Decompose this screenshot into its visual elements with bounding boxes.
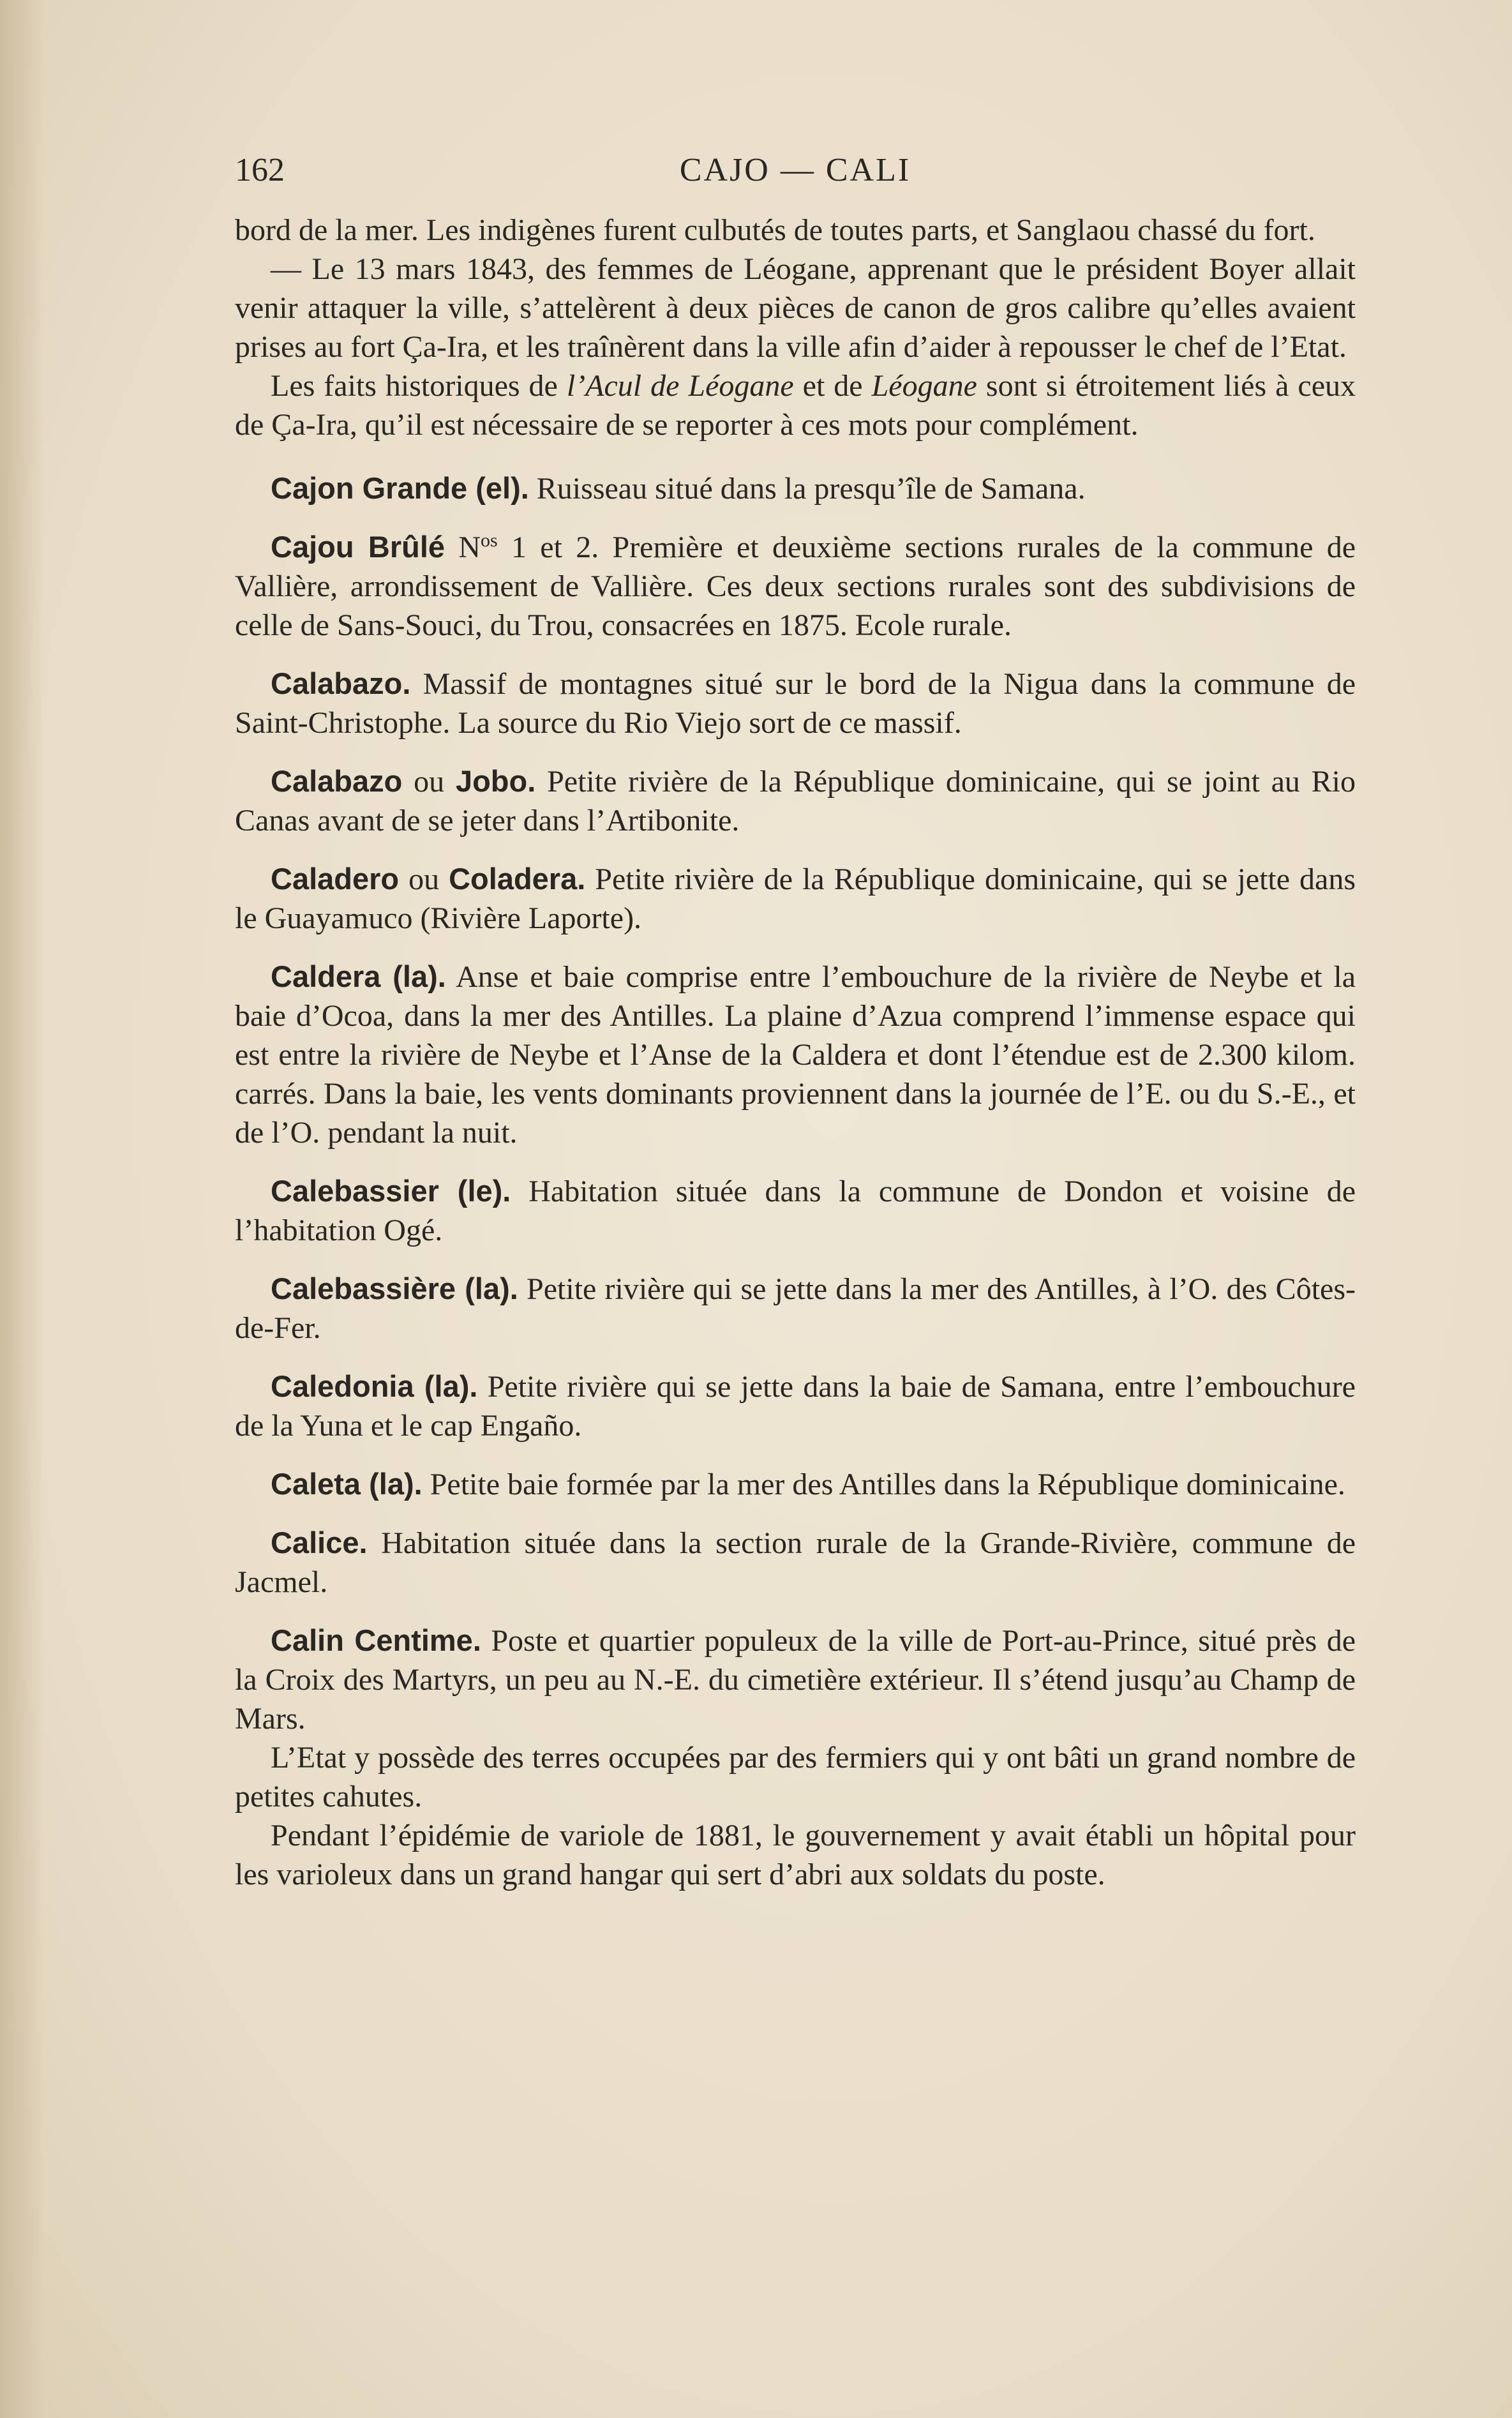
entry-calebassiere [235, 1269, 1356, 1348]
entry-calabazo-jobo: Calabazo ou Jobo. Petite rivière de la République dominicaine, qui se joint au Rio Canas avant de se jeter dans l’Artibonite. [235, 764, 1356, 837]
entry-cajon-grande [235, 469, 1356, 508]
entry-headword-alt: Coladera. [449, 862, 586, 896]
body-text [235, 211, 1356, 1894]
entry-text: Ruisseau situé dans la presqu’île de Samana. [536, 472, 1086, 506]
entry-caleta [235, 1464, 1356, 1504]
entry-calebassier [235, 1171, 1356, 1250]
intro-paragraph-3: Les faits historiques de l’Acul de Léogane et de Léogane sont si étroitement liés à ceux de Ça-Ira, qu’il est nécessaire de se reporter à ces mots pour complément. [235, 369, 1356, 442]
entry-text: Petite rivière de la République dominicaine, qui se jette dans le Guayamuco (Rivière Laporte). [235, 862, 1356, 935]
page-number: 162 [235, 152, 285, 188]
entry-headword: Caleta (la). [271, 1467, 423, 1501]
entry-text: Petite rivière qui se jette dans la mer des Antilles, à l’O. des Côtes-de-Fer. [235, 1272, 1356, 1345]
entry-headword: Calabazo. [271, 666, 411, 700]
entry-headword: Cajou Brûlé [271, 530, 445, 564]
entry-caledonia [235, 1367, 1356, 1445]
entry-headword: Cajon Grande (el). [271, 471, 529, 505]
entry-text: Habitation située dans la commune de Dondon et voisine de l’habitation Ogé. [235, 1175, 1356, 1247]
entry-headword-alt: Jobo. [455, 764, 536, 798]
entry-calin-centime [235, 1621, 1356, 1738]
entry-calabazo [235, 664, 1356, 742]
intro-paragraph-2: — Le 13 mars 1843, des femmes de Léogane, apprenant que le président Boyer allait venir attaquer la ville, s’attelèrent à deux pièces de canon de gros calibre qu’elles avaient prises au fort Ça-Ira, et les traînèrent dans la ville afin d’aider à repousser le chef de l’Etat. [235, 252, 1356, 364]
entry-caladero: Caladero ou Coladera. Petite rivière de la République dominicaine, qui se jette dans le Guayamuco (Rivière Laporte). [235, 862, 1356, 935]
entry-headword: Caladero [271, 862, 400, 896]
entry-text: Anse et baie comprise entre l’embouchure de la rivière de Neybe et la baie d’Ocoa, dans la mer des Antilles. La plaine d’Azua comprend l’immense espace qui est entre la rivière de Neybe et l’Anse de la Caldera et dont l’étendue est de 2.300 kilom. carrés. Dans la baie, les vents dominants proviennent dans la journée de l’E. ou du S.-E., et de l’O. pendant la nuit. [235, 960, 1356, 1150]
entry-text: 1 et 2. Première et deuxième sections rurales de la commune de Vallière, arrondissement de Vallière. Ces deux sections rurales sont des subdivisions de celle de Sans-Souci, du Trou, consacrées en 1875. Ecole rurale. [235, 530, 1356, 642]
italic-term: Léogane [871, 369, 977, 403]
italic-term: l’Acul de Léogane [566, 369, 794, 403]
intro-paragraph-1: bord de la mer. Les indigènes furent culbutés de toutes parts, et Sanglaou chassé du fort. [235, 213, 1315, 247]
header-title: CAJO — CALI [679, 152, 911, 188]
closing-paragraph-1: L’Etat y possède des terres occupées par des fermiers qui y ont bâti un grand nombre de petites cahutes. [235, 1741, 1356, 1814]
entry-text: Petite rivière qui se jette dans la baie de Samana, entre l’embouchure de la Yuna et le cap Engaño. [235, 1370, 1356, 1443]
running-head [235, 148, 1356, 193]
closing-paragraph-2: Pendant l’épidémie de variole de 1881, le gouvernement y avait établi un hôpital pour les varioleux dans un grand hangar qui sert d’abri aux soldats du poste. [235, 1819, 1356, 1891]
entry-calice [235, 1523, 1356, 1602]
entry-headword: Calin Centime. [271, 1623, 481, 1657]
entry-caldera [235, 957, 1356, 1152]
entry-headword: Calabazo [271, 764, 403, 798]
entry-headword: Calebassière (la). [271, 1272, 518, 1305]
entry-text: Habitation située dans la section rurale de la Grande-Rivière, commune de Jacmel. [235, 1526, 1356, 1599]
entry-cajou-brule: Cajou Brûlé $N^{os}$ 1 et 2. Première et deuxième sections rurales de la commune de Vallière, arrondissement de Vallière. Ces deux sections rurales sont des subdivisions de celle de Sans-Souci, du Trou, consacrées en 1875. Ecole rurale. [235, 530, 1356, 642]
entry-headword: Calebassier (le). [271, 1174, 511, 1208]
entry-headword: Caledonia (la). [271, 1369, 478, 1403]
entry-text: Petite rivière de la République dominicaine, qui se joint au Rio Canas avant de se jeter dans l’Artibonite. [235, 765, 1356, 837]
entry-headword: Caldera (la). [271, 959, 446, 993]
entry-headword: Calice. [271, 1526, 368, 1559]
entry-text: Massif de montagnes situé sur le bord de la Nigua dans la commune de Saint-Christophe. La source du Rio Viejo sort de ce massif. [235, 667, 1356, 740]
entry-text: Poste et quartier populeux de la ville de Port-au-Prince, situé près de la Croix des Martyrs, un peu au N.-E. du cimetière extérieur. Il s’étend jusqu’au Champ de Mars. [235, 1624, 1356, 1736]
entry-text: Petite baie formée par la mer des Antilles dans la République dominicaine. [430, 1468, 1345, 1501]
